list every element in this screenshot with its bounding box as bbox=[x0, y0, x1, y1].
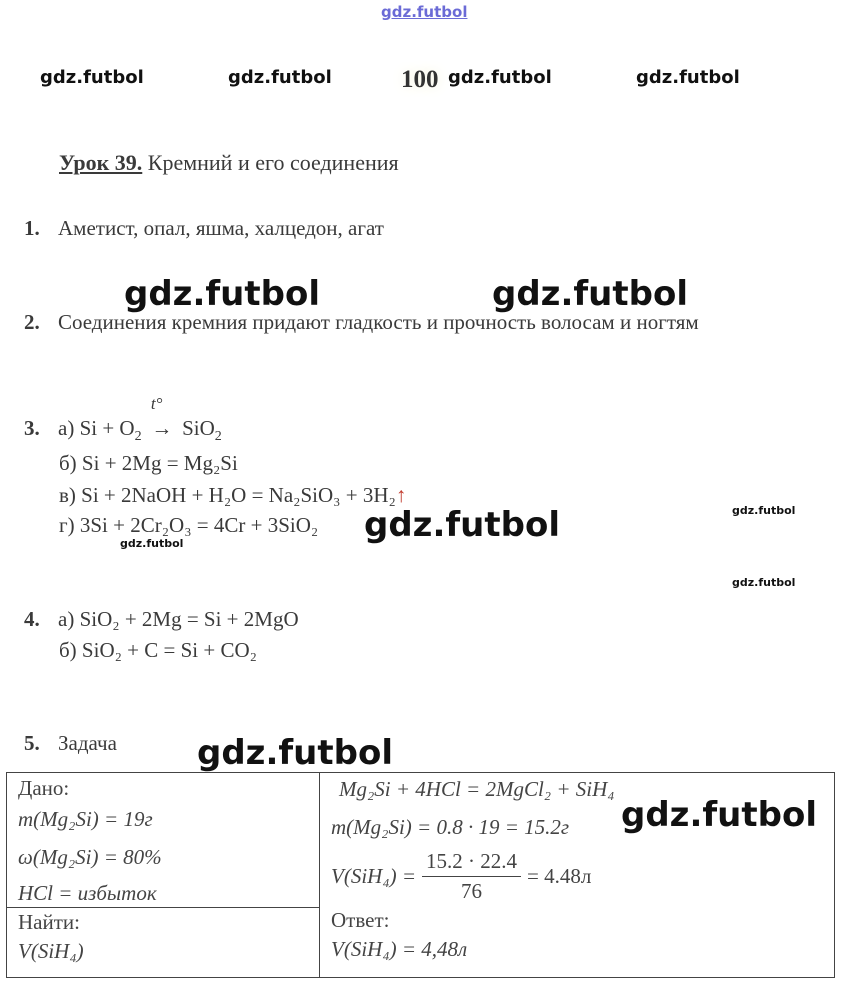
reaction-3a-left: а) Si + O bbox=[58, 416, 135, 440]
answer-4-number: 4. bbox=[24, 607, 40, 631]
lesson-label: Урок 39. bbox=[59, 150, 143, 175]
page-number: 100 bbox=[401, 66, 439, 93]
fraction-denominator: 76 bbox=[461, 879, 483, 903]
watermark-mid-1: gdz.futbol bbox=[124, 274, 320, 314]
solution-volume bbox=[331, 849, 591, 904]
watermark-top[interactable]: gdz.futbol bbox=[381, 3, 468, 21]
watermark-header-3: gdz.futbol bbox=[448, 67, 552, 88]
answer-value: V(SiH₄) = 4,48л bbox=[331, 937, 468, 961]
reaction-3a bbox=[58, 394, 222, 445]
answer-4 bbox=[24, 607, 299, 632]
reaction-3a-product: SiO bbox=[182, 416, 215, 440]
reaction-3a-left-sub: 2 bbox=[134, 429, 142, 445]
solution-volume-rhs: = 4.48л bbox=[527, 864, 592, 888]
watermark-header-1: gdz.futbol bbox=[40, 67, 144, 88]
reaction-3c bbox=[59, 483, 406, 508]
find-label: Найти: bbox=[18, 910, 80, 934]
reaction-3b: б) Si + 2Mg = Mg₂Si bbox=[59, 451, 238, 475]
given-mass: m(Mg₂Si) = 19г bbox=[18, 807, 153, 831]
find-volume: V(SiH₄) bbox=[18, 939, 84, 963]
heat-label: t° bbox=[150, 394, 163, 413]
watermark-small-3: gdz.futbol bbox=[732, 576, 796, 589]
answer-1-number: 1. bbox=[24, 216, 40, 240]
answer-5-text: Задача bbox=[58, 731, 117, 755]
gas-arrow-icon: ↑ bbox=[395, 483, 407, 507]
watermark-header-4: gdz.futbol bbox=[636, 67, 740, 88]
solution-equation: Mg₂Si + 4HCl = 2MgCl₂ + SiH₄ bbox=[339, 777, 615, 801]
watermark-small-1: gdz.futbol bbox=[732, 504, 796, 517]
fraction-numerator: 15.2 · 22.4 bbox=[422, 849, 521, 877]
given-fraction: ω(Mg₂Si) = 80% bbox=[18, 845, 162, 869]
reaction-4a: а) SiO₂ + 2Mg = Si + 2MgO bbox=[58, 607, 299, 631]
solution-fraction bbox=[422, 849, 521, 904]
answer-1-text: Аметист, опал, яшма, халцедон, агат bbox=[58, 216, 384, 240]
watermark-header-2: gdz.futbol bbox=[228, 67, 332, 88]
reaction-3a-product-sub: 2 bbox=[214, 429, 222, 445]
answer-3 bbox=[24, 394, 222, 445]
table-divider-vertical bbox=[319, 773, 320, 977]
answer-2-number: 2. bbox=[24, 310, 40, 334]
watermark-mid-3: gdz.futbol bbox=[364, 505, 560, 545]
answer-3-number: 3. bbox=[24, 416, 40, 440]
given-label: Дано: bbox=[18, 776, 70, 800]
watermark-small-2: gdz.futbol bbox=[120, 537, 184, 550]
lesson-title bbox=[59, 150, 399, 176]
answer-2 bbox=[24, 310, 699, 335]
answer-1 bbox=[24, 216, 384, 241]
table-divider-horizontal bbox=[7, 907, 319, 908]
reaction-3c-text: в) Si + 2NaOH + H₂O = Na₂SiO₃ + 3H₂ bbox=[59, 483, 396, 507]
answer-label: Ответ: bbox=[331, 908, 390, 932]
given-hcl: HCl = избыток bbox=[18, 881, 157, 905]
solution-mass: m(Mg₂Si) = 0.8 · 19 = 15.2г bbox=[331, 815, 570, 839]
watermark-task: gdz.futbol bbox=[197, 733, 393, 773]
answer-5-number: 5. bbox=[24, 731, 40, 755]
lesson-topic: Кремний и его соединения bbox=[147, 150, 399, 175]
task-table bbox=[6, 772, 835, 978]
solution-volume-lhs: V(SiH₄) = bbox=[331, 864, 417, 888]
watermark-table: gdz.futbol bbox=[621, 795, 817, 835]
heat-arrow: t° → bbox=[150, 394, 173, 440]
reaction-3d: г) 3Si + 2Cr₂O₃ = 4Cr + 3SiO₂ bbox=[59, 513, 319, 537]
watermark-mid-2: gdz.futbol bbox=[492, 274, 688, 314]
answer-2-text: Соединения кремния придают гладкость и прочность волосам и ногтям bbox=[58, 310, 699, 334]
answer-5 bbox=[24, 731, 117, 756]
reaction-4b: б) SiO₂ + C = Si + CO₂ bbox=[59, 638, 257, 662]
